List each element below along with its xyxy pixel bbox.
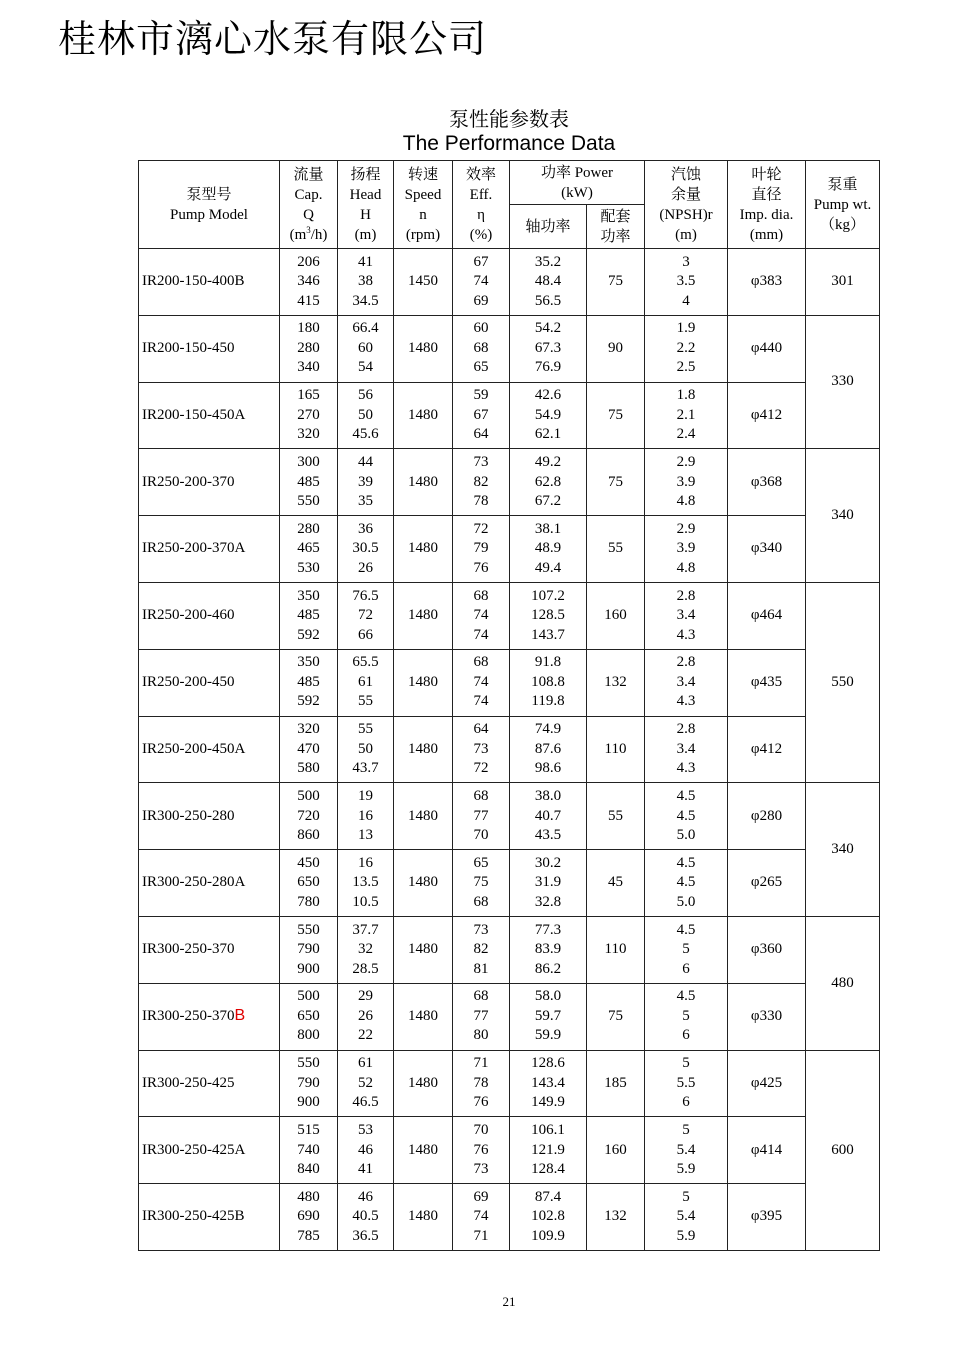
pump-weight-cell: 550 [806, 582, 880, 782]
shaft-cell: 38.1 48.9 49.4 [510, 516, 587, 583]
eff-cell: 59 67 64 [453, 382, 510, 449]
eff-cell: 69 74 71 [453, 1184, 510, 1251]
cap-cell: 450 650 780 [280, 850, 338, 917]
table-row [139, 516, 880, 583]
header-speed: 转速 Speed n (rpm) [394, 161, 453, 249]
head-cell: 19 16 13 [338, 783, 394, 850]
table-row [139, 716, 880, 783]
eff-cell: 65 75 68 [453, 850, 510, 917]
pump-weight-cell: 600 [806, 1050, 880, 1250]
shaft-cell: 38.0 40.7 43.5 [510, 783, 587, 850]
company-name: 桂林市漓心水泵有限公司 [58, 17, 488, 61]
pump-model-cell: IR200-150-400B [139, 249, 280, 316]
imp-cell: φ360 [728, 916, 806, 983]
eff-cell: 70 76 73 [453, 1117, 510, 1184]
cap-cell: 480 690 785 [280, 1184, 338, 1251]
head-cell: 44 39 35 [338, 449, 394, 516]
shaft-cell: 77.3 83.9 86.2 [510, 916, 587, 983]
npsh-cell: 4.5 4.5 5.0 [645, 783, 728, 850]
npsh-cell: 5 5.4 5.9 [645, 1184, 728, 1251]
npsh-cell: 2.9 3.9 4.8 [645, 516, 728, 583]
npsh-cell: 4.5 5 6 [645, 983, 728, 1050]
imp-cell: φ280 [728, 783, 806, 850]
shaft-cell: 54.2 67.3 76.9 [510, 315, 587, 382]
eff-cell: 73 82 78 [453, 449, 510, 516]
speed-cell: 1480 [394, 1184, 453, 1251]
table-row [139, 916, 880, 983]
motor-cell: 75 [587, 983, 645, 1050]
head-cell: 16 13.5 10.5 [338, 850, 394, 917]
pump-model-cell: IR250-200-450A [139, 716, 280, 783]
header-impeller-diameter: 叶轮 直径 Imp. dia. (mm) [728, 161, 806, 249]
imp-cell: φ412 [728, 716, 806, 783]
table-row [139, 850, 880, 917]
pump-model-cell: IR300-250-370 [139, 916, 280, 983]
cap-cell: 350 485 592 [280, 649, 338, 716]
cap-cell: 320 470 580 [280, 716, 338, 783]
table-row [139, 1184, 880, 1251]
pump-weight-cell: 330 [806, 315, 880, 449]
head-cell: 65.5 61 55 [338, 649, 394, 716]
table-row [139, 983, 880, 1050]
table-row [139, 315, 880, 382]
speed-cell: 1480 [394, 382, 453, 449]
cap-cell: 350 485 592 [280, 582, 338, 649]
cap-cell: 280 465 530 [280, 516, 338, 583]
header-npsh: 汽蚀 余量 (NPSH)r (m) [645, 161, 728, 249]
imp-cell: φ412 [728, 382, 806, 449]
table-title-chinese: 泵性能参数表 [449, 107, 569, 131]
table-row [139, 382, 880, 449]
shaft-cell: 49.2 62.8 67.2 [510, 449, 587, 516]
head-cell: 66.4 60 54 [338, 315, 394, 382]
motor-cell: 55 [587, 783, 645, 850]
pump-weight-cell: 340 [806, 783, 880, 917]
performance-table [138, 160, 880, 1251]
speed-cell: 1480 [394, 315, 453, 382]
speed-cell: 1480 [394, 516, 453, 583]
npsh-cell: 1.8 2.1 2.4 [645, 382, 728, 449]
head-cell: 61 52 46.5 [338, 1050, 394, 1117]
eff-cell: 67 74 69 [453, 249, 510, 316]
motor-cell: 75 [587, 382, 645, 449]
npsh-cell: 4.5 5 6 [645, 916, 728, 983]
cap-cell: 206 346 415 [280, 249, 338, 316]
pump-model-cell: IR300-250-425 [139, 1050, 280, 1117]
pump-model-cell: IR200-150-450 [139, 315, 280, 382]
imp-cell: φ440 [728, 315, 806, 382]
imp-cell: φ265 [728, 850, 806, 917]
pump-weight-cell: 340 [806, 449, 880, 583]
speed-cell: 1480 [394, 850, 453, 917]
cap-cell: 165 270 320 [280, 382, 338, 449]
header-capacity: 流量 Cap. Q $(m^3/h)$ [280, 161, 338, 249]
speed-cell: 1480 [394, 449, 453, 516]
shaft-cell: 58.0 59.7 59.9 [510, 983, 587, 1050]
pump-model-cell: IR250-200-450 [139, 649, 280, 716]
pump-model-cell: IR300-250-425B [139, 1184, 280, 1251]
motor-cell: 185 [587, 1050, 645, 1117]
imp-cell: φ383 [728, 249, 806, 316]
head-cell: 41 38 34.5 [338, 249, 394, 316]
eff-cell: 71 78 76 [453, 1050, 510, 1117]
shaft-cell: 106.1 121.9 128.4 [510, 1117, 587, 1184]
imp-cell: φ464 [728, 582, 806, 649]
pump-weight-cell: 301 [806, 249, 880, 316]
pump-model-cell: IR250-200-370 [139, 449, 280, 516]
head-cell: 55 50 43.7 [338, 716, 394, 783]
table-row [139, 249, 880, 316]
head-cell: 29 26 22 [338, 983, 394, 1050]
shaft-cell: 74.9 87.6 98.6 [510, 716, 587, 783]
shaft-cell: 87.4 102.8 109.9 [510, 1184, 587, 1251]
pump-model-cell: IR200-150-450A [139, 382, 280, 449]
motor-cell: 110 [587, 716, 645, 783]
header-efficiency: 效率 Eff. η (%) [453, 161, 510, 249]
pump-model-cell: IR300-250-425A [139, 1117, 280, 1184]
npsh-cell: 2.8 3.4 4.3 [645, 716, 728, 783]
table-row [139, 1050, 880, 1117]
speed-cell: 1480 [394, 582, 453, 649]
head-cell: 36 30.5 26 [338, 516, 394, 583]
speed-cell: 1480 [394, 649, 453, 716]
table-row [139, 582, 880, 649]
motor-cell: 75 [587, 449, 645, 516]
header-pump-model: 泵型号 Pump Model [139, 161, 280, 249]
head-cell: 46 40.5 36.5 [338, 1184, 394, 1251]
npsh-cell: 5 5.4 5.9 [645, 1117, 728, 1184]
imp-cell: φ395 [728, 1184, 806, 1251]
pump-model-cell: IR300-250-370B [139, 983, 280, 1050]
pump-model-cell: IR300-250-280 [139, 783, 280, 850]
imp-cell: φ414 [728, 1117, 806, 1184]
cap-cell: 300 485 550 [280, 449, 338, 516]
speed-cell: 1450 [394, 249, 453, 316]
header-motor-power: 配套 功率 [587, 205, 645, 249]
table-row [139, 783, 880, 850]
npsh-cell: 4.5 4.5 5.0 [645, 850, 728, 917]
head-cell: 56 50 45.6 [338, 382, 394, 449]
eff-cell: 68 77 80 [453, 983, 510, 1050]
npsh-cell: 5 5.5 6 [645, 1050, 728, 1117]
eff-cell: 60 68 65 [453, 315, 510, 382]
table-row [139, 649, 880, 716]
speed-cell: 1480 [394, 783, 453, 850]
head-cell: 76.5 72 66 [338, 582, 394, 649]
table-title-english: The Performance Data [402, 132, 616, 155]
eff-cell: 73 82 81 [453, 916, 510, 983]
eff-cell: 72 79 76 [453, 516, 510, 583]
eff-cell: 68 74 74 [453, 649, 510, 716]
motor-cell: 55 [587, 516, 645, 583]
cap-cell: 515 740 840 [280, 1117, 338, 1184]
npsh-cell: 1.9 2.2 2.5 [645, 315, 728, 382]
motor-cell: 90 [587, 315, 645, 382]
motor-cell: 75 [587, 249, 645, 316]
shaft-cell: 30.2 31.9 32.8 [510, 850, 587, 917]
imp-cell: φ340 [728, 516, 806, 583]
cap-cell: 550 790 900 [280, 916, 338, 983]
page-number: 21 [502, 1294, 516, 1309]
motor-cell: 160 [587, 1117, 645, 1184]
eff-cell: 64 73 72 [453, 716, 510, 783]
eff-cell: 68 77 70 [453, 783, 510, 850]
npsh-cell: 3 3.5 4 [645, 249, 728, 316]
motor-cell: 45 [587, 850, 645, 917]
speed-cell: 1480 [394, 1117, 453, 1184]
table-row [139, 449, 880, 516]
motor-cell: 132 [587, 649, 645, 716]
imp-cell: φ425 [728, 1050, 806, 1117]
shaft-cell: 35.2 48.4 56.5 [510, 249, 587, 316]
speed-cell: 1480 [394, 916, 453, 983]
motor-cell: 132 [587, 1184, 645, 1251]
header-power: 功率 Power (kW) [510, 161, 645, 205]
npsh-cell: 2.8 3.4 4.3 [645, 582, 728, 649]
shaft-cell: 128.6 143.4 149.9 [510, 1050, 587, 1117]
cap-cell: 550 790 900 [280, 1050, 338, 1117]
speed-cell: 1480 [394, 983, 453, 1050]
npsh-cell: 2.9 3.9 4.8 [645, 449, 728, 516]
header-pump-weight: 泵重 Pump wt. （kg） [806, 161, 880, 249]
speed-cell: 1480 [394, 716, 453, 783]
header-shaft-power: 轴功率 [510, 205, 587, 249]
imp-cell: φ330 [728, 983, 806, 1050]
motor-cell: 160 [587, 582, 645, 649]
head-cell: 37.7 32 28.5 [338, 916, 394, 983]
table-row [139, 1117, 880, 1184]
shaft-cell: 91.8 108.8 119.8 [510, 649, 587, 716]
shaft-cell: 42.6 54.9 62.1 [510, 382, 587, 449]
pump-model-cell: IR250-200-460 [139, 582, 280, 649]
header-head: 扬程 Head H (m) [338, 161, 394, 249]
cap-cell: 500 720 860 [280, 783, 338, 850]
cap-cell: 500 650 800 [280, 983, 338, 1050]
imp-cell: φ368 [728, 449, 806, 516]
shaft-cell: 107.2 128.5 143.7 [510, 582, 587, 649]
pump-model-cell: IR250-200-370A [139, 516, 280, 583]
npsh-cell: 2.8 3.4 4.3 [645, 649, 728, 716]
motor-cell: 110 [587, 916, 645, 983]
speed-cell: 1480 [394, 1050, 453, 1117]
cap-cell: 180 280 340 [280, 315, 338, 382]
imp-cell: φ435 [728, 649, 806, 716]
pump-model-cell: IR300-250-280A [139, 850, 280, 917]
pump-weight-cell: 480 [806, 916, 880, 1050]
eff-cell: 68 74 74 [453, 582, 510, 649]
head-cell: 53 46 41 [338, 1117, 394, 1184]
